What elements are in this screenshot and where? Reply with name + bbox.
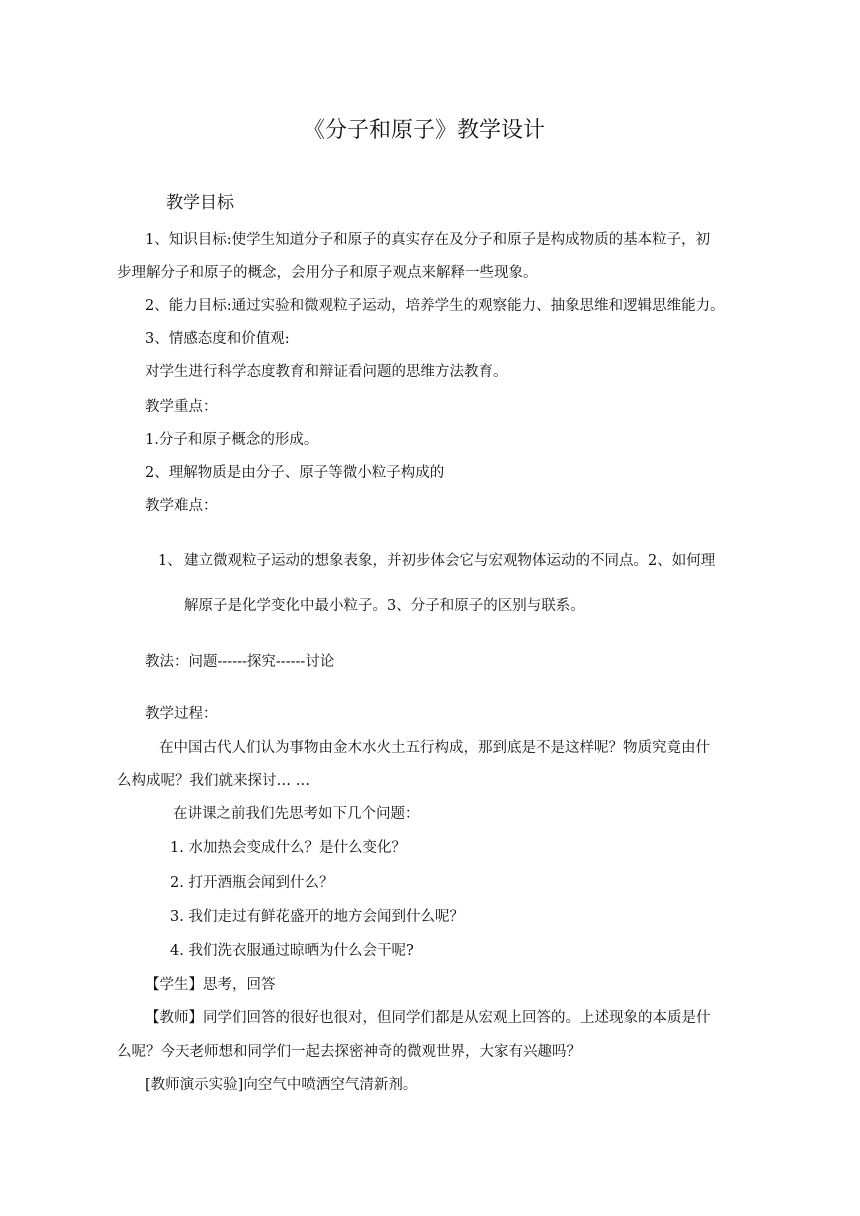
intro-line-1: 在中国古代人们认为事物由金木水火土五行构成，那到底是不是这样呢？物质究竟由什 bbox=[159, 740, 710, 756]
question-lead: 在讲课之前我们先思考如下几个问题： bbox=[173, 806, 420, 822]
question-item: 1. 水加热会变成什么？是什么变化？ bbox=[170, 840, 406, 856]
objective-1-line-1: 1、知识目标:使学生知道分子和原子的真实存在及分子和原子是构成物质的基本粒子，初 bbox=[145, 232, 711, 248]
teacher-line-1: 【教师】同学们回答的很好也很对，但同学们都是从宏观上回答的。上述现象的本质是什 bbox=[145, 1010, 711, 1026]
student-response: 【学生】思考，回答 bbox=[145, 977, 276, 993]
objective-3: 3、情感态度和价值观: bbox=[145, 331, 290, 347]
difficulty-number: 1、 bbox=[158, 553, 182, 569]
objective-3-detail: 对学生进行科学态度教育和辩证看问题的思维方法教育。 bbox=[145, 364, 508, 380]
process-heading: 教学过程： bbox=[145, 706, 218, 722]
key-points-heading: 教学重点： bbox=[145, 399, 218, 415]
teaching-method: 教法：问题------探究------讨论 bbox=[145, 654, 335, 670]
question-item: 2. 打开酒瓶会闻到什么？ bbox=[170, 875, 334, 891]
key-point-1: 1.分子和原子概念的形成。 bbox=[145, 432, 319, 448]
question-item: 4. 我们洗衣服通过晾晒为什么会干呢? bbox=[170, 943, 414, 959]
objective-1-line-2: 步理解分子和原子的概念，会用分子和原子观点来解释一些现象。 bbox=[117, 265, 538, 281]
demo-line: [教师演示实验]向空气中喷洒空气清新剂。 bbox=[145, 1077, 418, 1093]
difficulty-line-1: 建立微观粒子运动的想象表象，并初步体会它与宏观物体运动的不同点。2、如何理 bbox=[184, 553, 716, 569]
difficulties-heading: 教学难点： bbox=[145, 498, 218, 514]
objectives-heading: 教学目标 bbox=[166, 193, 234, 213]
question-item: 3. 我们走过有鲜花盛开的地方会闻到什么呢？ bbox=[170, 909, 464, 925]
intro-line-2: 么构成呢？我们就来探讨… … bbox=[117, 773, 311, 789]
difficulty-line-2: 解原子是化学变化中最小粒子。3、分子和原子的区别与联系。 bbox=[184, 598, 585, 614]
document-title: 《分子和原子》教学设计 bbox=[303, 118, 546, 143]
objective-2: 2、能力目标:通过实验和微观粒子运动，培养学生的观察能力、抽象思维和逻辑思维能力。 bbox=[145, 298, 725, 314]
teacher-line-2: 么呢？今天老师想和同学们一起去探密神奇的微观世界，大家有兴趣吗？ bbox=[117, 1044, 581, 1060]
key-point-2: 2、理解物质是由分子、原子等微小粒子构成的 bbox=[145, 465, 445, 481]
